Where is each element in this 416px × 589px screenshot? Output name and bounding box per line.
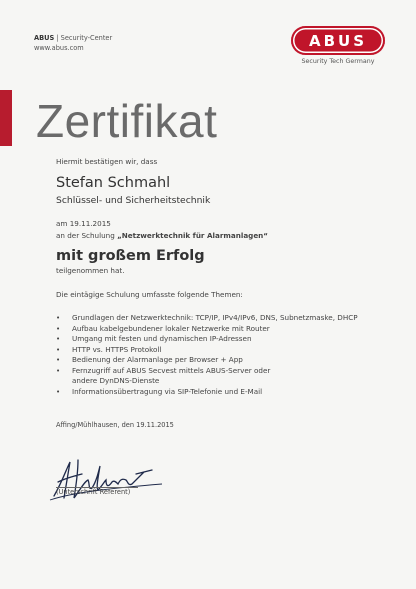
result-suffix: teilgenommen hat. (56, 266, 125, 275)
certificate-title: Zertifikat (36, 95, 218, 147)
website-text: www.abus.com (34, 44, 84, 52)
signature-caption: (Unterschrift Referent) (56, 488, 131, 496)
topics-intro: Die eintägige Schulung umfasste folgende Themen: (56, 290, 243, 299)
logo-badge (291, 26, 385, 55)
training-label: an der Schulung (56, 231, 115, 240)
list-item: • Grundlagen der Netzwerktechnik: TCP/IP, IPv4/IPv6, DNS, Subnetzmaske, DHCP (56, 313, 386, 324)
list-item: • HTTP vs. HTTPS Protokoll (56, 345, 386, 356)
date-line: am 19.11.2015 (56, 219, 111, 228)
topics-list (56, 313, 386, 397)
list-item: • Fernzugriff auf ABUS Secvest mittels ABUS-Server oder andere DynDNS-Dienste (56, 366, 287, 387)
company-header: ABUS | Security-Center www.abus.com (34, 34, 113, 52)
recipient-profession: Schlüssel- und Sicherheitstechnik (56, 195, 211, 206)
list-item: • Aufbau kabelgebundener lokaler Netzwerke mit Router (56, 324, 386, 335)
place-date: Affing/Mühlhausen, den 19.11.2015 (56, 421, 174, 429)
result-text: mit großem Erfolg (56, 248, 205, 264)
accent-bar (0, 90, 12, 146)
logo-tagline: Security Tech Germany (301, 58, 375, 65)
list-item: • Umgang mit festen und dynamischen IP-Adressen (56, 334, 386, 345)
intro-text: Hiermit bestätigen wir, dass (56, 157, 158, 166)
recipient-name: Stefan Schmahl (56, 175, 171, 191)
logo-text: ABUS (308, 32, 368, 50)
handwritten-signature (44, 452, 174, 508)
training-line (56, 231, 268, 240)
division-name: Security-Center (60, 34, 113, 42)
brand-name: ABUS (34, 34, 55, 42)
list-item: • Informationsübertragung via SIP-Telefonie und E-Mail (56, 387, 386, 398)
course-name: „Netzwerktechnik für Alarmanlagen“ (117, 231, 269, 240)
list-item: • Bedienung der Alarmanlage per Browser + App (56, 355, 386, 366)
abus-logo (290, 26, 386, 65)
